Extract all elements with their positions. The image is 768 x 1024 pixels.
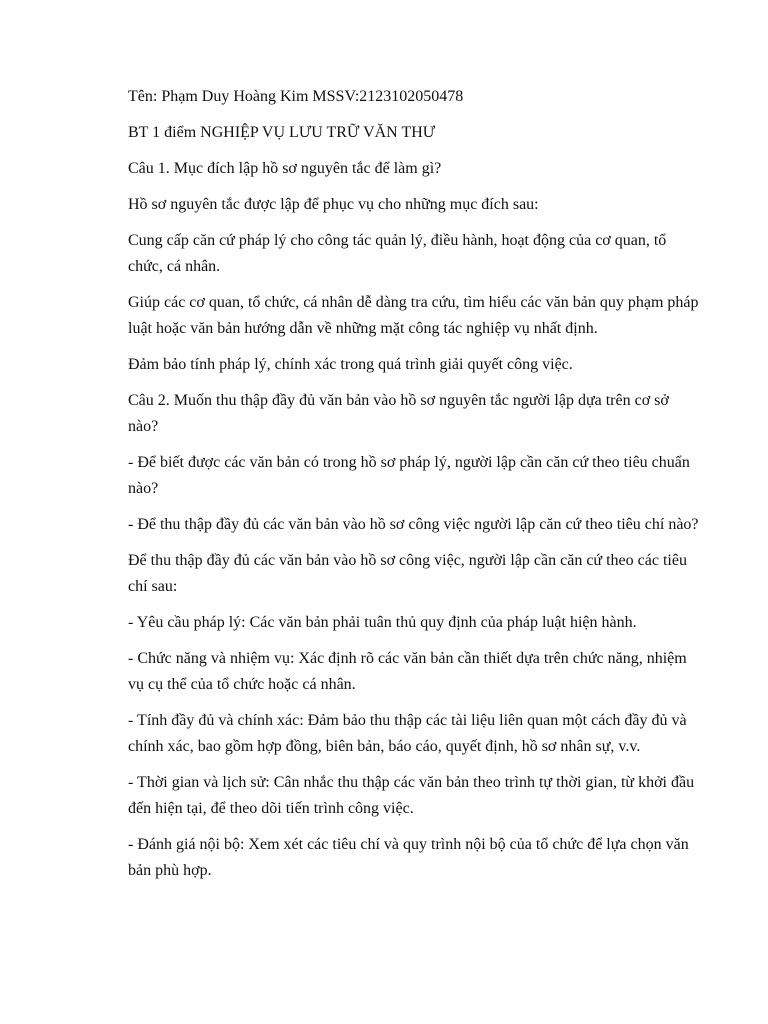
question-2-heading: Câu 2. Muốn thu thập đầy đủ văn bản vào hồ sơ nguyên tắc người lập dựa trên cơ sở nào? <box>128 392 669 435</box>
assignment-title: BT 1 điểm NGHIỆP VỤ LƯU TRỮ VĂN THƯ <box>128 124 436 141</box>
answer-2-point-5: - Đánh giá nội bộ: Xem xét các tiêu chí và quy trình nội bộ của tổ chức để lựa chọn văn bản phù hợp. <box>128 836 689 879</box>
answer-1-point-1: Cung cấp căn cứ pháp lý cho công tác quản lý, điều hành, hoạt động của cơ quan, tổ chức, cá nhân. <box>128 232 667 275</box>
answer-2-point-1: - Yêu cầu pháp lý: Các văn bản phải tuân thủ quy định của pháp luật hiện hành. <box>128 614 637 631</box>
question-2-sub-1: - Để biết được các văn bản có trong hồ sơ pháp lý, người lập cần căn cứ theo tiêu chuẩn nào? <box>128 454 690 497</box>
answer-2-point-3: - Tính đầy đủ và chính xác: Đảm bảo thu thập các tài liệu liên quan một cách đầy đủ và chính xác, bao gồm hợp đồng, biên bản, báo cáo, quyết định, hồ sơ nhân sự, v.v. <box>128 712 687 755</box>
answer-2-point-4: - Thời gian và lịch sử: Cân nhắc thu thập các văn bản theo trình tự thời gian, từ khởi đầu đến hiện tại, để theo dõi tiến trình công việc. <box>128 774 695 817</box>
answer-2-intro: Để thu thập đầy đủ các văn bản vào hồ sơ công việc, người lập cần căn cứ theo các tiêu chí sau: <box>128 552 687 595</box>
document-body <box>128 84 700 894</box>
answer-2-point-2: - Chức năng và nhiệm vụ: Xác định rõ các văn bản cần thiết dựa trên chức năng, nhiệm vụ cụ thể của tổ chức hoặc cá nhân. <box>128 650 687 693</box>
student-info-line: Tên: Phạm Duy Hoàng Kim MSSV:2123102050478 <box>128 88 464 105</box>
answer-1-point-3: Đảm bảo tính pháp lý, chính xác trong quá trình giải quyết công việc. <box>128 356 573 373</box>
answer-1-intro: Hồ sơ nguyên tắc được lập để phục vụ cho những mục đích sau: <box>128 196 539 213</box>
question-1-heading: Câu 1. Mục đích lập hồ sơ nguyên tắc để làm gì? <box>128 160 442 177</box>
question-2-sub-2: - Để thu thập đầy đủ các văn bản vào hồ sơ công việc người lập căn cứ theo tiêu chí nào? <box>128 516 699 533</box>
answer-1-point-2: Giúp các cơ quan, tổ chức, cá nhân dễ dàng tra cứu, tìm hiểu các văn bản quy phạm pháp luật hoặc văn bản hướng dẫn về những mặt công tác nghiệp vụ nhất định. <box>128 294 699 337</box>
